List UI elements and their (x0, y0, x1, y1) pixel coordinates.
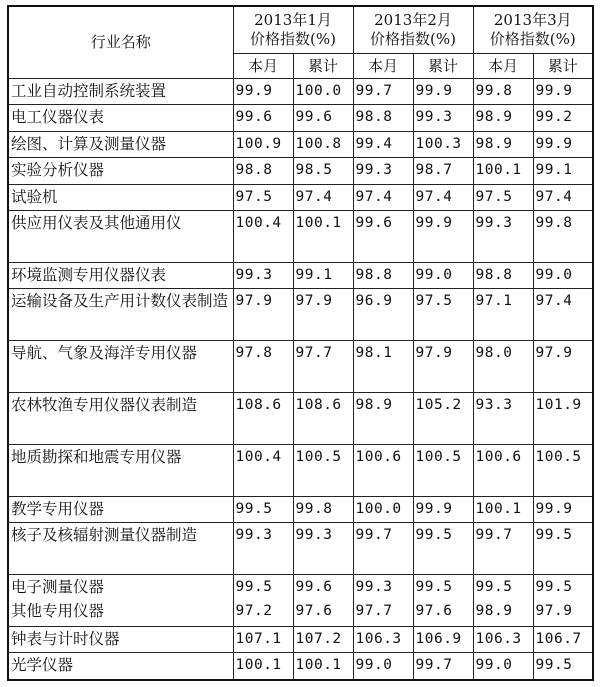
table-row (8, 105, 593, 131)
value-cell (233, 575, 293, 627)
industry-name-cell: 环境监测专用仪器仪表 (8, 263, 233, 289)
value-cell: 97.9 (233, 289, 293, 341)
value-cell (413, 575, 473, 627)
value: 97.9 (535, 603, 573, 620)
value-cell: 99.4 (353, 131, 413, 157)
industry-name-cell: 农林牧渔专用仪器仪表制造 (8, 393, 233, 445)
sub-header-current: 本月 (353, 54, 413, 79)
industry-name-cell (8, 575, 233, 627)
value-cell: 97.4 (353, 184, 413, 210)
value-cell: 100.6 (353, 445, 413, 497)
month-title: 2013年3月 (493, 11, 572, 29)
month-title: 2013年1月 (254, 11, 332, 29)
industry-name-cell: 导航、气象及海洋专用仪器 (8, 341, 233, 393)
value-cell: 98.9 (473, 131, 533, 157)
table-row (8, 158, 593, 184)
value-cell: 97.9 (533, 341, 593, 393)
value-cell: 98.8 (473, 263, 533, 289)
value-cell: 99.5 (413, 523, 473, 575)
table-body (8, 79, 593, 681)
value-cell: 108.6 (293, 393, 353, 445)
value-cell: 97.4 (533, 184, 593, 210)
value-cell: 97.8 (233, 341, 293, 393)
value-cell: 99.0 (353, 653, 413, 680)
value-cell: 100.8 (293, 131, 353, 157)
value-cell: 99.7 (413, 653, 473, 680)
value-cell: 99.8 (473, 79, 533, 105)
table-row (8, 211, 593, 263)
header-row (8, 6, 593, 54)
table-row (8, 79, 593, 105)
value-cell: 99.5 (533, 653, 593, 680)
value-cell (353, 575, 413, 627)
value-cell: 100.0 (293, 79, 353, 105)
value-cell: 100.4 (233, 211, 293, 263)
industry-name-cell: 工业自动控制系统装置 (8, 79, 233, 105)
industry-name-cell: 运输设备及生产用计数仪表制造 (8, 289, 233, 341)
value-cell: 107.2 (293, 626, 353, 652)
sub-header-cumulative: 累计 (293, 54, 353, 79)
value-cell: 97.5 (413, 289, 473, 341)
month-header-jan (233, 6, 353, 54)
value-cell: 107.1 (233, 626, 293, 652)
value-cell: 99.7 (353, 79, 413, 105)
value-cell: 106.9 (413, 626, 473, 652)
value-cell: 105.2 (413, 393, 473, 445)
value-cell: 99.1 (533, 158, 593, 184)
value-cell: 99.3 (233, 523, 293, 575)
sub-header-current: 本月 (473, 54, 533, 79)
value-cell: 99.0 (473, 653, 533, 680)
value-cell (473, 575, 533, 627)
value-cell: 99.0 (413, 263, 473, 289)
value-cell: 98.8 (353, 263, 413, 289)
value-cell: 99.9 (233, 79, 293, 105)
industry-name-cell: 绘图、计算及测量仪器 (8, 131, 233, 157)
table-row (8, 289, 593, 341)
value: 97.7 (355, 603, 393, 620)
value-cell: 100.6 (473, 445, 533, 497)
value-cell: 98.7 (413, 158, 473, 184)
price-index-table (7, 5, 594, 681)
value-cell: 97.7 (293, 341, 353, 393)
value-cell: 99.9 (413, 496, 473, 522)
value: 99.3 (355, 579, 393, 596)
month-subtitle: 价格指数(%) (250, 30, 336, 48)
table-row (8, 496, 593, 522)
industry-name-cell: 教学专用仪器 (8, 496, 233, 522)
table-row (8, 445, 593, 497)
table-row (8, 184, 593, 210)
value-cell: 99.6 (233, 105, 293, 131)
value-cell: 97.1 (473, 289, 533, 341)
value: 97.6 (415, 603, 453, 620)
value-cell: 97.4 (533, 289, 593, 341)
value-cell: 99.9 (533, 131, 593, 157)
sub-header-cumulative: 累计 (533, 54, 593, 79)
value-cell: 98.5 (293, 158, 353, 184)
table-row (8, 523, 593, 575)
table-row (8, 341, 593, 393)
industry-name-cell: 电工仪器仪表 (8, 105, 233, 131)
value-cell: 97.4 (293, 184, 353, 210)
value-cell: 99.9 (533, 79, 593, 105)
value-cell: 97.5 (473, 184, 533, 210)
value-cell: 106.3 (473, 626, 533, 652)
industry-name-cell: 钟表与计时仪器 (8, 626, 233, 652)
value: 99.5 (475, 579, 513, 596)
industry-name-cell: 试验机 (8, 184, 233, 210)
value-cell: 99.5 (533, 523, 593, 575)
value-cell: 100.1 (293, 653, 353, 680)
value-cell: 97.4 (413, 184, 473, 210)
value-cell: 98.8 (233, 158, 293, 184)
value: 99.6 (295, 579, 333, 596)
value-cell: 100.3 (413, 131, 473, 157)
value-cell: 93.3 (473, 393, 533, 445)
value: 99.5 (235, 579, 273, 596)
value-cell (293, 575, 353, 627)
month-subtitle: 价格指数(%) (489, 30, 576, 48)
value-cell: 100.1 (473, 496, 533, 522)
value: 98.9 (475, 603, 513, 620)
value-cell: 99.7 (473, 523, 533, 575)
value-cell: 99.0 (533, 263, 593, 289)
value-cell: 99.8 (293, 496, 353, 522)
month-title: 2013年2月 (374, 11, 452, 29)
value: 97.6 (295, 603, 333, 620)
value-cell: 99.7 (353, 523, 413, 575)
month-subtitle: 价格指数(%) (370, 30, 456, 48)
value-cell: 100.1 (293, 211, 353, 263)
industry-name-cell: 实验分析仪器 (8, 158, 233, 184)
value-cell: 97.9 (413, 341, 473, 393)
value-cell: 101.9 (533, 393, 593, 445)
table-row (8, 626, 593, 652)
value-cell: 96.9 (353, 289, 413, 341)
value-cell: 100.5 (413, 445, 473, 497)
table-row (8, 575, 593, 627)
value-cell: 99.6 (293, 105, 353, 131)
value-cell: 97.5 (233, 184, 293, 210)
value-cell: 100.5 (533, 445, 593, 497)
value: 97.2 (235, 603, 273, 620)
value-cell: 100.1 (233, 653, 293, 680)
table-row (8, 263, 593, 289)
industry-name-cell: 地质勘探和地震专用仪器 (8, 445, 233, 497)
value-cell: 100.4 (233, 445, 293, 497)
value-cell: 97.9 (293, 289, 353, 341)
value-cell: 99.3 (233, 263, 293, 289)
value-cell: 100.0 (353, 496, 413, 522)
value-cell: 98.9 (353, 393, 413, 445)
value-cell: 99.3 (353, 158, 413, 184)
value: 99.5 (535, 579, 573, 596)
value-cell: 99.3 (413, 105, 473, 131)
sub-header-current: 本月 (233, 54, 293, 79)
industry-name: 电子测量仪器 (11, 578, 105, 597)
value-cell: 98.9 (473, 105, 533, 131)
value-cell: 98.8 (353, 105, 413, 131)
sub-header-cumulative: 累计 (413, 54, 473, 79)
value-cell: 99.5 (233, 496, 293, 522)
industry-name-cell: 光学仪器 (8, 653, 233, 680)
value-cell: 99.6 (353, 211, 413, 263)
value-cell: 99.9 (533, 496, 593, 522)
value-cell: 99.3 (293, 523, 353, 575)
value-cell: 108.6 (233, 393, 293, 445)
value-cell: 100.9 (233, 131, 293, 157)
industry-name-cell: 供应用仪表及其他通用仪 (8, 211, 233, 263)
value-cell: 99.3 (473, 211, 533, 263)
value-cell: 98.1 (353, 341, 413, 393)
industry-name-cell: 核子及核辐射测量仪器制造 (8, 523, 233, 575)
table-row (8, 393, 593, 445)
value-cell: 99.2 (533, 105, 593, 131)
value: 99.5 (415, 579, 453, 596)
value-cell: 98.0 (473, 341, 533, 393)
value-cell: 106.3 (353, 626, 413, 652)
value-cell: 99.8 (533, 211, 593, 263)
value-cell: 99.9 (413, 211, 473, 263)
value-cell: 99.9 (413, 79, 473, 105)
industry-name: 其他专用仪器 (11, 602, 105, 621)
table-row (8, 653, 593, 680)
value-cell: 99.1 (293, 263, 353, 289)
value-cell: 106.7 (533, 626, 593, 652)
industry-header: 行业名称 (8, 6, 233, 79)
value-cell: 100.1 (473, 158, 533, 184)
value-cell (533, 575, 593, 627)
month-header-feb (353, 6, 473, 54)
value-cell: 100.5 (293, 445, 353, 497)
table-row (8, 131, 593, 157)
month-header-mar (473, 6, 593, 54)
